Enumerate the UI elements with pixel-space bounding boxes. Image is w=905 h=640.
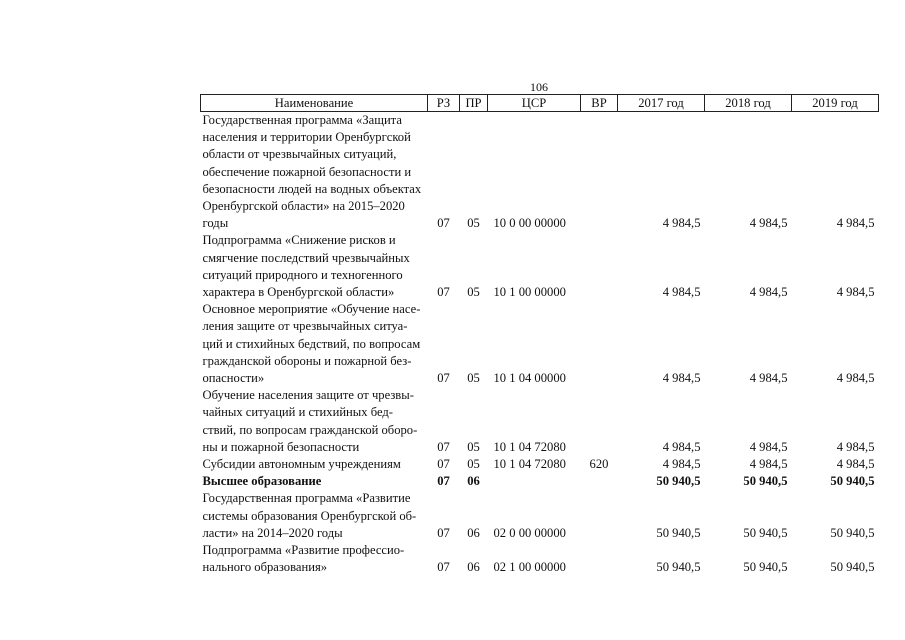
header-2017: 2017 год (618, 95, 705, 112)
row-2018: 4 984,5 (749, 371, 788, 386)
row-2017: 4 984,5 (662, 439, 701, 454)
row-2019: 4 984,5 (836, 457, 875, 472)
row-csr: 10 1 00 00000 (493, 285, 566, 300)
row-pr: 06 (467, 474, 480, 489)
row-pr: 06 (467, 560, 480, 575)
row-csr: 02 1 00 00000 (493, 560, 566, 575)
row-csr: 10 1 04 00000 (493, 371, 566, 386)
row-rz: 07 (437, 457, 450, 472)
row-pr: 05 (467, 457, 480, 472)
row-2017: 50 940,5 (656, 474, 701, 489)
row-2019: 50 940,5 (830, 474, 875, 489)
row-2019: 50 940,5 (830, 525, 875, 540)
row-pr: 05 (467, 371, 480, 386)
row-2018: 4 984,5 (749, 457, 788, 472)
table-row (201, 473, 879, 490)
header-rz: РЗ (428, 95, 460, 112)
page-number: 106 (530, 80, 548, 94)
row-vr: 620 (589, 457, 609, 472)
budget-table (200, 94, 879, 576)
row-pr: 05 (467, 439, 480, 454)
row-2018: 4 984,5 (749, 285, 788, 300)
table-row (201, 301, 879, 387)
row-2017: 4 984,5 (662, 285, 701, 300)
header-name: Наименование (201, 95, 428, 112)
row-2017: 4 984,5 (662, 457, 701, 472)
table-body (201, 112, 879, 577)
row-name: Основное мероприятие «Обучение насе- ления защите от чрезвычайных ситуа- ций и стихийных бедствий, по вопросам гражданской обороны и пожарной без- опасности» (202, 302, 421, 386)
row-name: Подпрограмма «Развитие профессио- нального образования» (202, 543, 405, 575)
row-2017: 50 940,5 (656, 525, 701, 540)
row-2019: 50 940,5 (830, 560, 875, 575)
row-rz: 07 (437, 560, 450, 575)
row-2018: 4 984,5 (749, 439, 788, 454)
row-vr (581, 232, 618, 301)
table-header-row (201, 95, 879, 112)
row-2018: 50 940,5 (743, 525, 788, 540)
row-name: Подпрограмма «Снижение рисков и смягчение последствий чрезвычайных ситуаций природного и техногенного характера в Оренбургской области» (202, 233, 410, 300)
row-2017: 50 940,5 (656, 560, 701, 575)
row-pr: 05 (467, 216, 480, 231)
row-vr (581, 490, 618, 542)
row-2019: 4 984,5 (836, 371, 875, 386)
row-2018: 50 940,5 (743, 474, 788, 489)
row-name: Государственная программа «Развитие системы образования Оренбургской об- ласти» на 2014–2020 годы (202, 491, 417, 540)
row-name: Государственная программа «Защита населения и территории Оренбургской области от чрезвычайных ситуаций, обеспечение пожарной безопасности и безопасности людей на водных объектах Оренбургской области» на 2015–2020 годы (202, 113, 422, 231)
table-row (201, 456, 879, 473)
row-csr: 10 1 04 72080 (493, 457, 566, 472)
row-pr: 05 (467, 285, 480, 300)
header-csr: ЦСР (488, 95, 581, 112)
header-pr: ПР (460, 95, 488, 112)
row-rz: 07 (437, 474, 450, 489)
row-vr (581, 542, 618, 576)
header-vr: ВР (581, 95, 618, 112)
table-row (201, 387, 879, 456)
header-2018: 2018 год (705, 95, 792, 112)
row-2019: 4 984,5 (836, 439, 875, 454)
row-csr (488, 473, 581, 490)
row-vr (581, 301, 618, 387)
row-vr (581, 387, 618, 456)
row-rz: 07 (437, 439, 450, 454)
row-vr (581, 473, 618, 490)
row-name: Высшее образование (202, 474, 322, 489)
row-rz: 07 (437, 525, 450, 540)
row-vr (581, 112, 618, 233)
row-2017: 4 984,5 (662, 371, 701, 386)
row-2018: 50 940,5 (743, 560, 788, 575)
row-csr: 02 0 00 00000 (493, 525, 566, 540)
row-pr: 06 (467, 525, 480, 540)
row-csr: 10 0 00 00000 (493, 216, 566, 231)
table-row (201, 232, 879, 301)
table-row (201, 490, 879, 542)
row-rz: 07 (437, 285, 450, 300)
row-2019: 4 984,5 (836, 216, 875, 231)
table-row (201, 112, 879, 233)
row-rz: 07 (437, 216, 450, 231)
table-row (201, 542, 879, 576)
row-rz: 07 (437, 371, 450, 386)
row-2017: 4 984,5 (662, 216, 701, 231)
header-2019: 2019 год (792, 95, 879, 112)
row-2018: 4 984,5 (749, 216, 788, 231)
row-csr: 10 1 04 72080 (493, 439, 566, 454)
row-name: Обучение населения защите от чрезвы- чайных ситуаций и стихийных бед- ствий, по вопросам гражданской оборо- ны и пожарной безопасности (202, 388, 418, 454)
row-name: Субсидии автономным учреждениям (202, 457, 401, 472)
row-2019: 4 984,5 (836, 285, 875, 300)
